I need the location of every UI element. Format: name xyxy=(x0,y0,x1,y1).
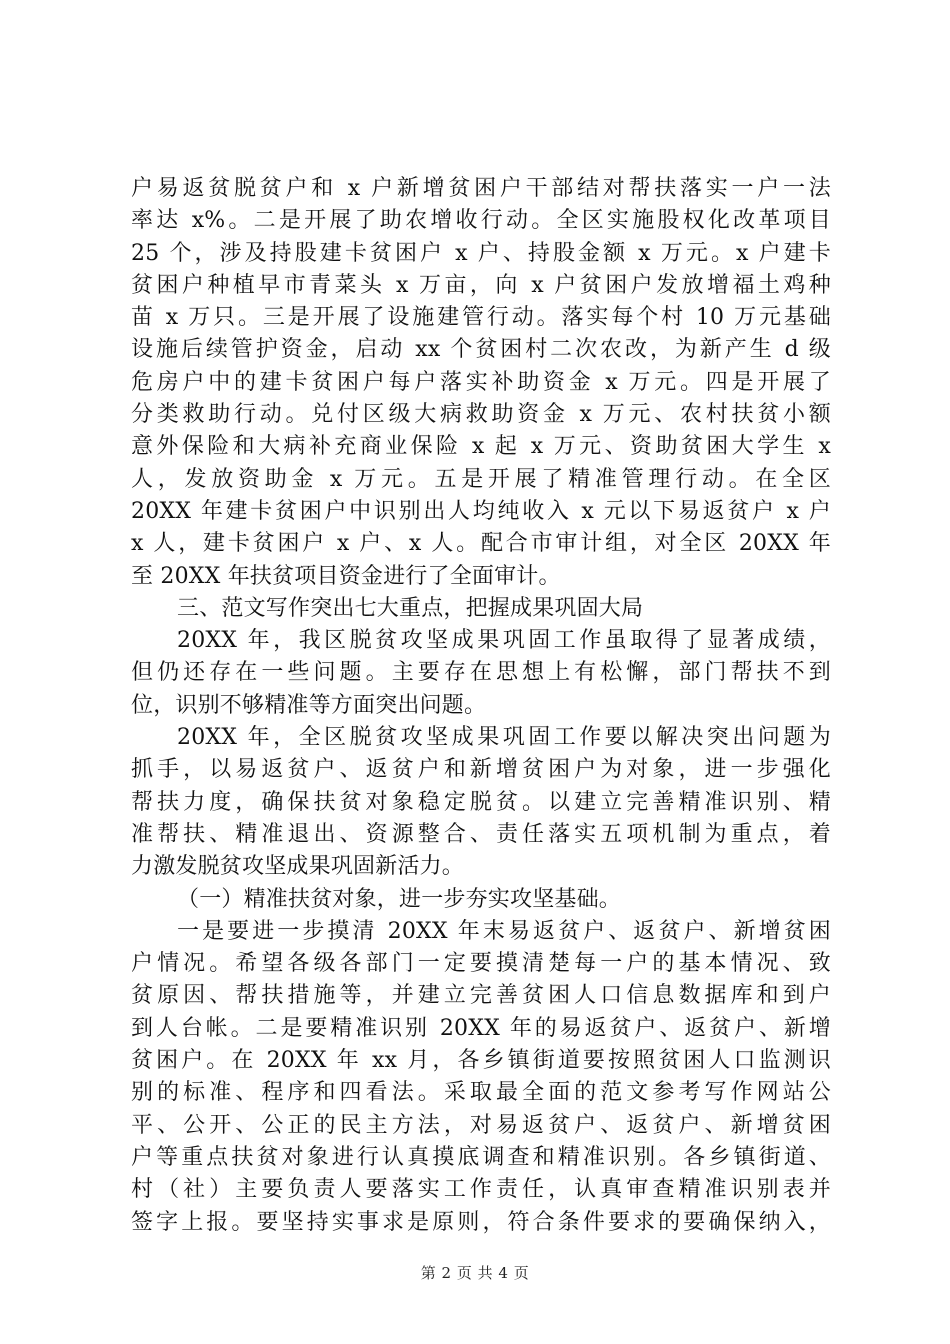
text-line: 贫原因、帮扶措施等，并建立完善贫困人口信息数据库和到户 xyxy=(131,983,831,1009)
text-line: 但仍还存在一些问题。主要存在思想上有松懈，部门帮扶不到 xyxy=(131,660,831,686)
text-line: 准帮扶、精准退出、资源整合、责任落实五项机制为重点，着 xyxy=(131,821,831,847)
text-line: 抓手，以易返贫户、返贫户和新增贫困户为对象，进一步强化 xyxy=(131,757,831,783)
text-line: 贫困户种植早市青菜头 x 万亩，向 x 户贫困户发放增福土鸡种 xyxy=(131,272,831,298)
text-line: 位，识别不够精准等方面突出问题。 xyxy=(131,692,487,718)
text-line: 苗 x 万只。三是开展了设施建管行动。落实每个村 10 万元基础 xyxy=(131,305,831,331)
text-line: 户易返贫脱贫户和 x 户新增贫困户干部结对帮扶落实一户一法 xyxy=(131,176,831,201)
text-line: 贫困户。在 20XX 年 xx 月，各乡镇街道要按照贫困人口监测识 xyxy=(131,1048,831,1074)
text-line: 危房户中的建卡贫困户每户落实补助资金 x 万元。四是开展了 xyxy=(131,369,831,395)
text-line: 别的标准、程序和四看法。采取最全面的范文参考写作网站公 xyxy=(131,1080,831,1106)
text-line: x 人，建卡贫困户 x 户、x 人。配合市审计组，对全区 20XX 年 xyxy=(131,531,831,557)
text-line: 25 个，涉及持股建卡贫困户 x 户、持股金额 x 万元。x 户建卡 xyxy=(131,240,831,266)
page-number-footer: 第 2 页 共 4 页 xyxy=(420,1264,530,1282)
text-line: 率达 x%。二是开展了助农增收行动。全区实施股权化改革项目 xyxy=(131,208,831,234)
text-line: 签字上报。要坚持实事求是原则，符合条件要求的要确保纳入， xyxy=(131,1209,831,1235)
text-line: 设施后续管护资金，启动 xx 个贫困村二次农改，为新产生 d 级 xyxy=(131,337,831,363)
text-line: 20XX 年，全区脱贫攻坚成果巩固工作要以解决突出问题为 xyxy=(177,725,831,751)
text-line: 到人台帐。二是要精准识别 20XX 年的易返贫户、返贫户、新增 xyxy=(131,1015,831,1041)
text-line: 一是要进一步摸清 20XX 年末易返贫户、返贫户、新增贫困 xyxy=(177,918,831,944)
document-body xyxy=(131,173,831,1239)
text-line: 20XX 年，我区脱贫攻坚成果巩固工作虽取得了显著成绩， xyxy=(177,628,831,654)
text-line: 户等重点扶贫对象进行认真摸底调查和精准识别。各乡镇街道、 xyxy=(131,1144,831,1170)
text-line: 人，发放资助金 x 万元。五是开展了精准管理行动。在全区 xyxy=(131,466,831,492)
text-line: 帮扶力度，确保扶贫对象稳定脱贫。以建立完善精准识别、精 xyxy=(131,789,831,815)
text-line: 至 20XX 年扶贫项目资金进行了全面审计。 xyxy=(131,563,561,589)
section-heading: 三、范文写作突出七大重点，把握成果巩固大局 xyxy=(177,595,644,621)
text-line: 力激发脱贫攻坚成果巩固新活力。 xyxy=(131,854,465,880)
subsection-heading: （一）精准扶贫对象，进一步夯实攻坚基础。 xyxy=(177,886,622,912)
text-line: 户情况。希望各级各部门一定要摸清楚每一户的基本情况、致 xyxy=(131,951,831,977)
text-line: 平、公开、公正的民主方法，对易返贫户、返贫户、新增贫困 xyxy=(131,1112,831,1138)
text-line: 分类救助行动。兑付区级大病救助资金 x 万元、农村扶贫小额 xyxy=(131,402,831,428)
text-line: 20XX 年建卡贫困户中识别出人均纯收入 x 元以下易返贫户 x 户 xyxy=(131,498,831,524)
text-line: 意外保险和大病补充商业保险 x 起 x 万元、资助贫困大学生 x xyxy=(131,434,831,460)
text-line: 村（社）主要负责人要落实工作责任，认真审查精准识别表并 xyxy=(131,1177,831,1203)
